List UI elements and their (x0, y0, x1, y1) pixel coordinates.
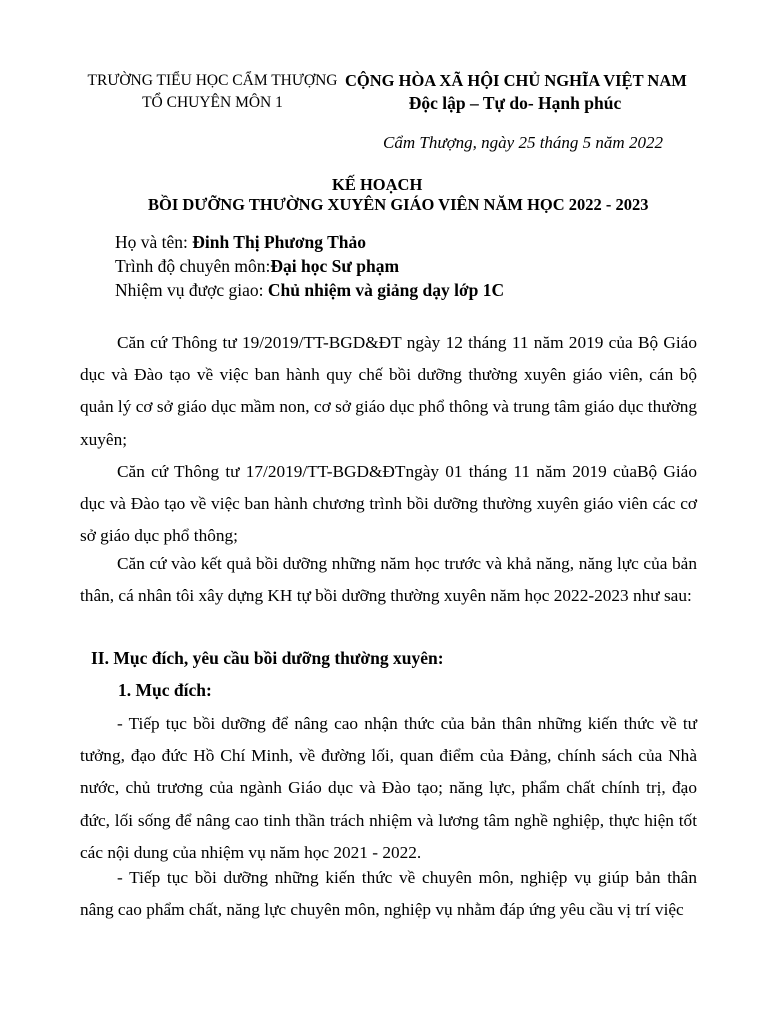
national-motto: Độc lập – Tự do- Hạnh phúc (408, 93, 622, 113)
qualification-value: Đại học Sư phạm (270, 256, 400, 276)
republic-name: CỘNG HÒA XÃ HỘI CHỦ NGHĨA VIỆT NAM (345, 71, 687, 90)
section-heading: II. Mục đích, yêu cầu bồi dưỡng thường xuyên: (91, 648, 444, 668)
duty-label: Nhiệm vụ được giao: (115, 280, 268, 300)
paragraph-purpose-2: - Tiếp tục bồi dưỡng những kiến thức về chuyên môn, nghiệp vụ giúp bản thân nâng cao phẩm chất, năng lực chuyên môn, nghiệp vụ nhằm đáp ứng yêu cầu vị trí việc (80, 868, 697, 920)
paragraph-basis: Căn cứ vào kết quả bồi dưỡng những năm học trước và khả năng, năng lực của bản thân, cá nhân tôi xây dựng KH tự bồi dưỡng thường xuyên năm học 2022-2023 như sau: (80, 554, 697, 606)
qualification-label: Trình độ chuyên môn: (115, 256, 271, 276)
date-line: Cẩm Thượng, ngày 25 tháng 5 năm 2022 (383, 133, 663, 152)
name-value: Đinh Thị Phương Thảo (192, 232, 367, 252)
department-name: TỔ CHUYÊN MÔN 1 (142, 94, 283, 111)
school-name: TRƯỜNG TIỂU HỌC CẨM THƯỢNG (87, 72, 338, 89)
qualification-line (115, 256, 399, 277)
paragraph-circular-19: Căn cứ Thông tư 19/2019/TT-BGD&ĐT ngày 12 tháng 11 năm 2019 của Bộ Giáo dục và Đào tạo về việc ban hành quy chế bồi dưỡng thường xuyên giáo viên, cán bộ quản lý cơ sở giáo dục mầm non, cơ sở giáo dục phổ thông và trung tâm giáo dục thường xuyên; (80, 333, 697, 449)
doc-subtitle: BỒI DƯỠNG THƯỜNG XUYÊN GIÁO VIÊN NĂM HỌC 2022 - 2023 (148, 195, 649, 214)
teacher-name-line (115, 232, 366, 253)
doc-title: KẾ HOẠCH (332, 175, 423, 194)
duty-value: Chủ nhiệm và giảng dạy lớp 1C (267, 280, 505, 300)
paragraph-circular-17: Căn cứ Thông tư 17/2019/TT-BGD&ĐTngày 01 tháng 11 năm 2019 củaBộ Giáo dục và Đào tạo về việc ban hành chương trình bồi dưỡng thường xuyên giáo viên các cơ sở giáo dục phổ thông; (80, 462, 697, 546)
sub-heading-purpose: 1. Mục đích: (118, 680, 212, 700)
paragraph-purpose-1: - Tiếp tục bồi dưỡng để nâng cao nhận thức của bản thân những kiến thức về tư tưởng, đạo đức Hồ Chí Minh, về đường lối, quan điểm của Đảng, chính sách của Nhà nước, chủ trương của ngành Giáo dục và Đào tạo; năng lực, phẩm chất chính trị, đạo đức, lối sống để nâng cao tinh thần trách nhiệm và lương tâm nghề nghiệp, thực hiện tốt các nội dung của nhiệm vụ năm học 2021 - 2022. (80, 714, 697, 862)
name-label: Họ và tên: (115, 232, 193, 252)
duty-line (115, 280, 504, 301)
